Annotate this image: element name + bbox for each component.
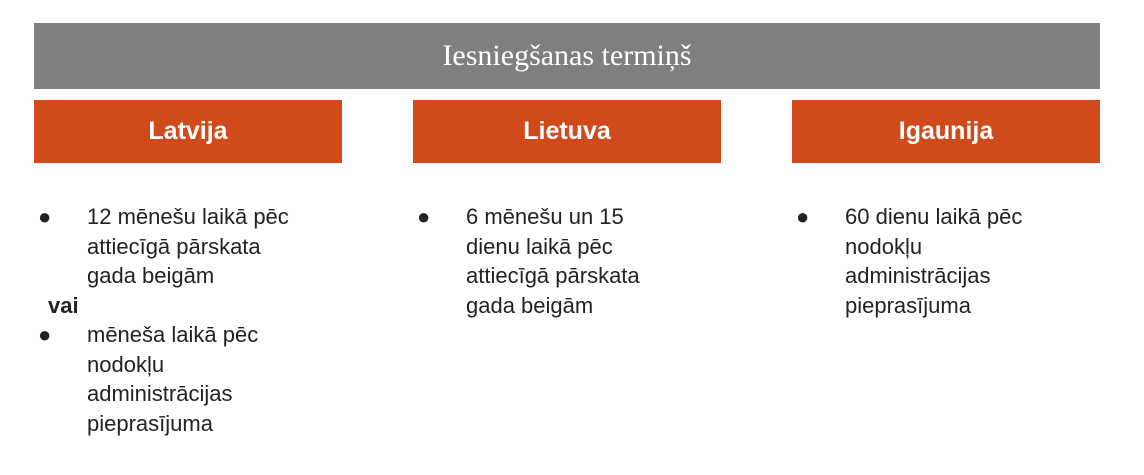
bullet-icon: ● [417,204,431,229]
body-igaunija [792,202,1122,320]
header-label-lietuva: Lietuva [523,117,611,145]
diagram-title: Iesniegšanas termiņš [442,39,692,72]
bullet-item [34,202,364,291]
bullet-text: 6 mēnešu un 15 dienu laikā pēc attiecīgā pārskata gada beigām [466,204,640,318]
bullet-item [34,320,364,438]
bullet-icon: ● [38,322,52,347]
bullet-text: 12 mēnešu laikā pēc attiecīgā pārskata gada beigām [87,204,289,288]
bullet-text: 60 dienu laikā pēc nodokļu administrācijas pieprasījuma [845,204,1023,318]
header-latvija [34,100,342,163]
header-lietuva [413,100,721,163]
bullet-text: mēneša laikā pēc nodokļu administrācijas pieprasījuma [87,322,259,436]
bullet-icon: ● [796,204,810,229]
bullet-icon: ● [38,204,52,229]
body-latvija [34,202,364,438]
header-label-latvija: Latvija [148,117,228,145]
bullet-item [792,202,1122,320]
header-igaunija [792,100,1100,163]
bullet-item [413,202,743,320]
connector-label: vai [48,292,79,318]
title-bar [34,23,1100,89]
header-label-igaunija: Igaunija [898,117,994,145]
body-lietuva [413,202,743,320]
